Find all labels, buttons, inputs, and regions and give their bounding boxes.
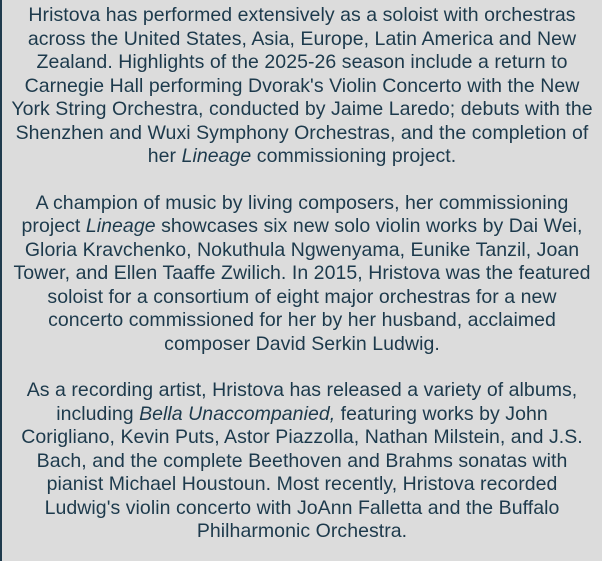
album-title-bella-unaccompanied: Bella Unaccompanied, — [139, 402, 336, 425]
bio-paragraph-recordings-text: As a recording artist, Hristova has released a variety of albums, including — [26, 379, 578, 425]
lineage-title-2: Lineage — [85, 215, 156, 237]
bio-paragraph-commissions-text: A champion of music by living composers, her commissioning project — [21, 191, 569, 237]
bio-paragraph-recordings-text-end: featuring works by John Corigliano, Kevin Puts, Astor Piazzolla, Nathan Milstein, and J.S. Bach, and the complete Beethoven and Brahms sonatas with pianist Michael Houstoun. Most recently, Hristova recorded Ludwig's violin concerto with JoAnn Falletta and the Buffalo Philharmonic Orchestra. — [21, 402, 583, 542]
bio-paragraph-commissions — [10, 192, 594, 357]
bio-paragraph-recordings — [10, 379, 594, 544]
bio-paragraph-performances-text: Hristova has performed extensively as a soloist with orchestras across the United States, Asia, Europe, Latin America and New Zealand. Highlights of the 2025-26 season include a return to Carnegie Hall performing Dvorak's Violin Concerto with the New York String Orchestra, conducted by Jaime Laredo; debuts with the Shenzhen and Wuxi Symphony Orchestras, and the completion of her — [11, 4, 593, 167]
bio-paragraph-performances-text-end: commissioning project. — [251, 145, 457, 167]
lineage-title: Lineage — [181, 145, 252, 167]
bio-paragraph-commissions-text-end: showcases six new solo violin works by Dai Wei, Gloria Kravchenko, Nokuthula Ngwenyama, Eunike Tanzil, Joan Tower, and Ellen Taaffe Zwilich. In 2015, Hristova was the featured soloist for a consortium of eight major orchestras for a new concerto commissioned for her by her husband, acclaimed composer David Serkin Ludwig. — [13, 215, 591, 355]
bio-paragraph-performances — [10, 4, 594, 169]
